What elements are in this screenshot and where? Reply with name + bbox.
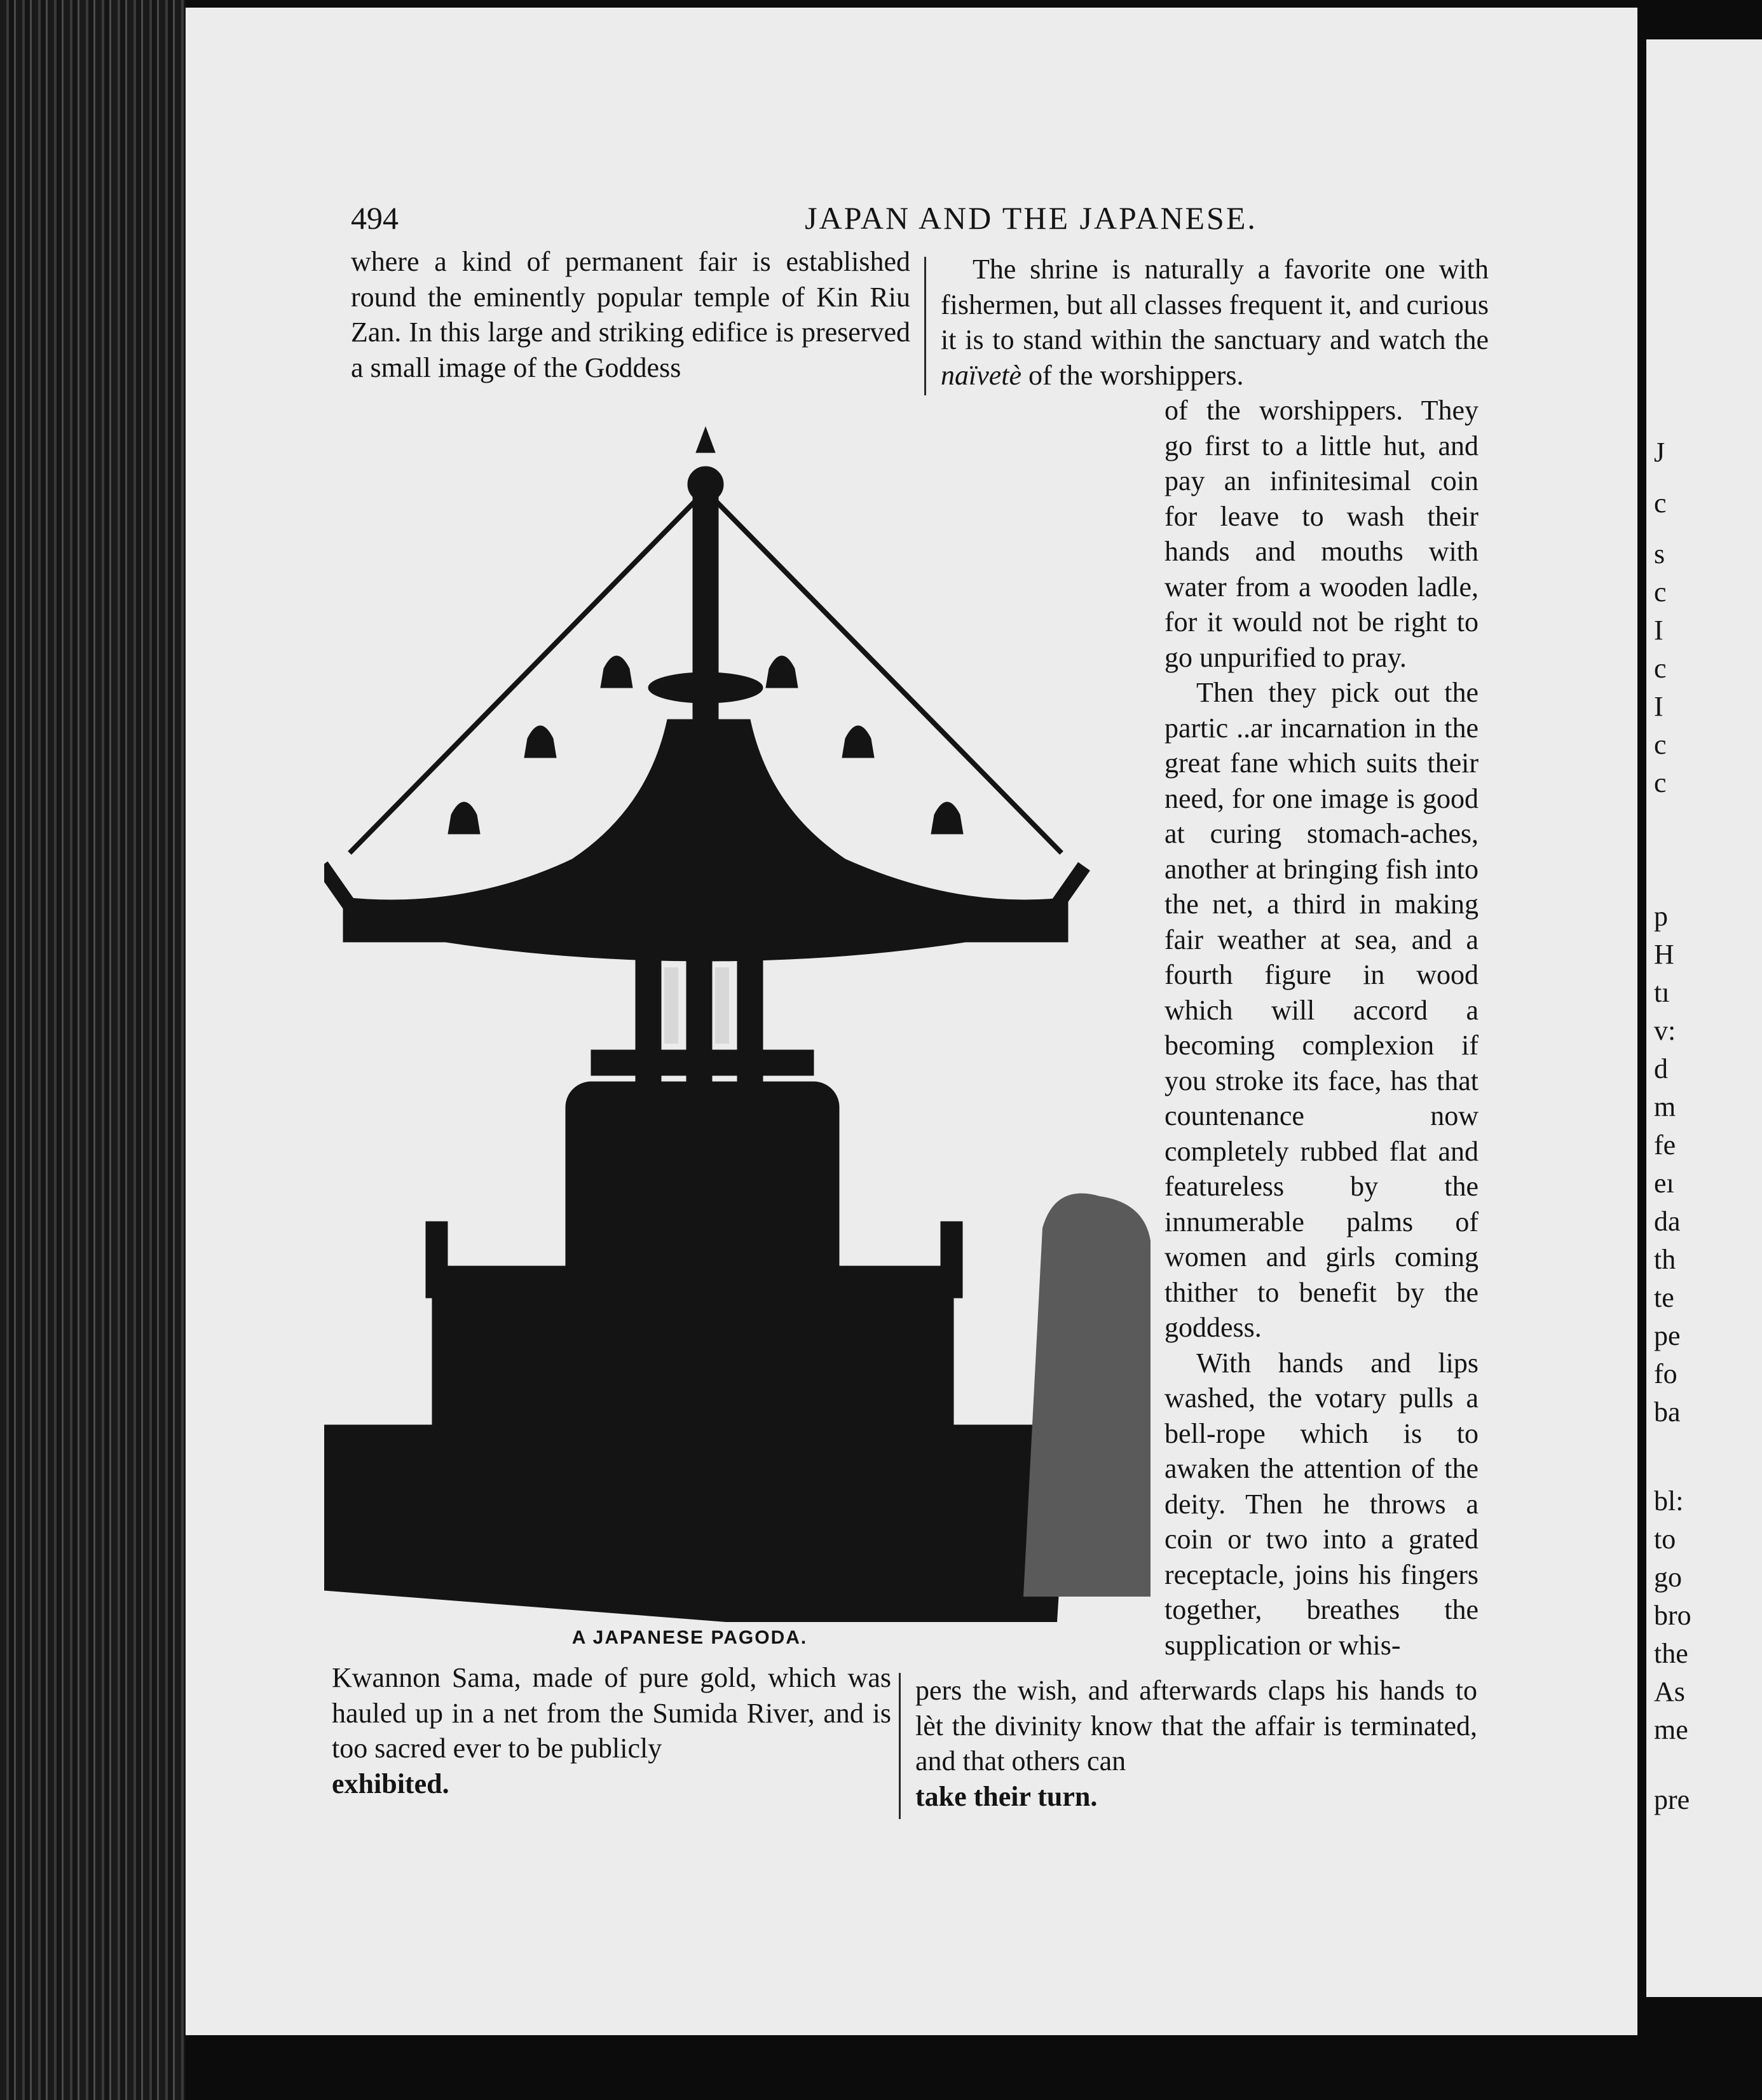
- facing-page-fragment: c: [1654, 576, 1667, 608]
- right-para-1-start: The shrine is naturally a favorite one with fishermen, but all classes frequent it, and curious it is to stand within the sanctuary and watch the: [941, 254, 1489, 355]
- right-para-2: Then they pick out the partic ..ar incarnation in the great fane which suits their need, for one image is good at curing stomach-aches, another at bringing fish into the net, a third in making fair weather at sea, and a fourth figure in wood which will accord a becoming complexion if you stroke its face, has that countenance now completely rubbed flat and featureless by the innumerable palms of women and girls coming thither to benefit by the goddess.: [1164, 677, 1479, 1343]
- facing-page-fragment: bl:: [1654, 1485, 1684, 1517]
- right-para-1: [941, 252, 1489, 393]
- facing-page-fragment: bro: [1654, 1600, 1691, 1631]
- facing-page-fragment: I: [1654, 691, 1663, 722]
- facing-page-fragment: c: [1654, 767, 1667, 798]
- bell-icon: [448, 802, 480, 834]
- pagoda-base: [324, 1444, 1068, 1622]
- facing-page-fragment: H: [1654, 939, 1674, 970]
- facing-page-fragment: th: [1654, 1244, 1676, 1275]
- facing-page-fragment: J: [1654, 437, 1665, 468]
- right-para-1-rest: of the worshippers. They go first to a little hut, and pay an infinitesimal coin for leave to wash their hands and mouths with water from a wooden ladle, for it would not be right to go unpurified to pray.: [1164, 395, 1479, 673]
- left-column-bottom: [332, 1660, 891, 1801]
- left-column-top: [351, 244, 910, 385]
- facing-page-fragment: ba: [1654, 1396, 1681, 1428]
- facing-page-fragment: As: [1654, 1676, 1685, 1707]
- facing-page-fragment: I: [1654, 615, 1663, 646]
- bell-icon: [931, 802, 963, 834]
- facing-page-fragment: m: [1654, 1091, 1676, 1122]
- facing-page-fragment: s: [1654, 538, 1665, 569]
- facing-page-fragment: p: [1654, 901, 1668, 932]
- facing-page-fragment: tı: [1654, 977, 1670, 1008]
- figure-caption: A JAPANESE PAGODA.: [571, 1627, 808, 1648]
- pagoda-illustration: [324, 414, 1322, 1622]
- bell-icon: [524, 726, 556, 758]
- facing-page-fragment: c: [1654, 729, 1667, 760]
- facing-page-fragment: te: [1654, 1282, 1674, 1313]
- right-para-1-italic: naïvetè: [941, 359, 1022, 391]
- facing-page-fragment: fo: [1654, 1358, 1677, 1389]
- column-rule-bottom: [899, 1673, 901, 1819]
- facing-page-fragment: fe: [1654, 1129, 1676, 1161]
- facing-page-fragment: da: [1654, 1206, 1681, 1237]
- book-page: [186, 8, 1637, 2035]
- running-head: [351, 200, 1584, 238]
- column-rule-top: [924, 257, 926, 395]
- book-binding-edge: [0, 0, 186, 2100]
- facing-page-fragment: pre: [1654, 1784, 1690, 1815]
- facing-page-edge: [1646, 39, 1762, 1997]
- facing-page-fragment: c: [1654, 488, 1667, 519]
- running-title: JAPAN AND THE JAPANESE.: [805, 200, 1257, 236]
- side-figure: [1023, 1194, 1151, 1597]
- facing-page-fragment: c: [1654, 653, 1667, 684]
- right-column-bottom: [915, 1673, 1477, 1814]
- facing-page-fragment: d: [1654, 1053, 1668, 1084]
- right-para-3-end: pers the wish, and afterwards claps his hands to lèt the divinity know that the affair is terminated, and that others can: [915, 1675, 1477, 1776]
- facing-page-fragment: go: [1654, 1562, 1682, 1593]
- bell-icon: [766, 656, 798, 688]
- right-para-3-start: With hands and lips washed, the votary pulls a bell-rope which is to awaken the attention of the deity. Then he throws a coin or two into a grated receptacle, joins his fingers together, breathes the supplication or whis-: [1164, 1347, 1479, 1661]
- left-top-paragraph: where a kind of permanent fair is established round the eminently popular temple of Kin Riu Zan. In this large and striking edifice is preserved a small image of the Goddess: [351, 246, 910, 383]
- bell-icon: [601, 656, 632, 688]
- facing-page-fragment: me: [1654, 1714, 1688, 1745]
- right-para-3-final: take their turn.: [915, 1780, 1098, 1812]
- bell-icon: [842, 726, 874, 758]
- facing-page-fragment: to: [1654, 1524, 1676, 1555]
- right-column-top: [941, 252, 1489, 393]
- facing-page-fragment: v:: [1654, 1015, 1676, 1046]
- page-number: 494: [351, 200, 399, 236]
- left-bottom-paragraph-end: exhibited.: [332, 1768, 449, 1799]
- right-para-1-lead: of the worshippers.: [1028, 359, 1244, 391]
- facing-page-fragment: eı: [1654, 1168, 1674, 1199]
- left-bottom-paragraph: Kwannon Sama, made of pure gold, which was hauled up in a net from the Sumida River, and is too sacred ever to be publicly: [332, 1662, 891, 1764]
- pagoda-drum: [566, 1082, 839, 1323]
- facing-page-fragment: the: [1654, 1638, 1688, 1669]
- facing-page-fragment: pe: [1654, 1320, 1681, 1351]
